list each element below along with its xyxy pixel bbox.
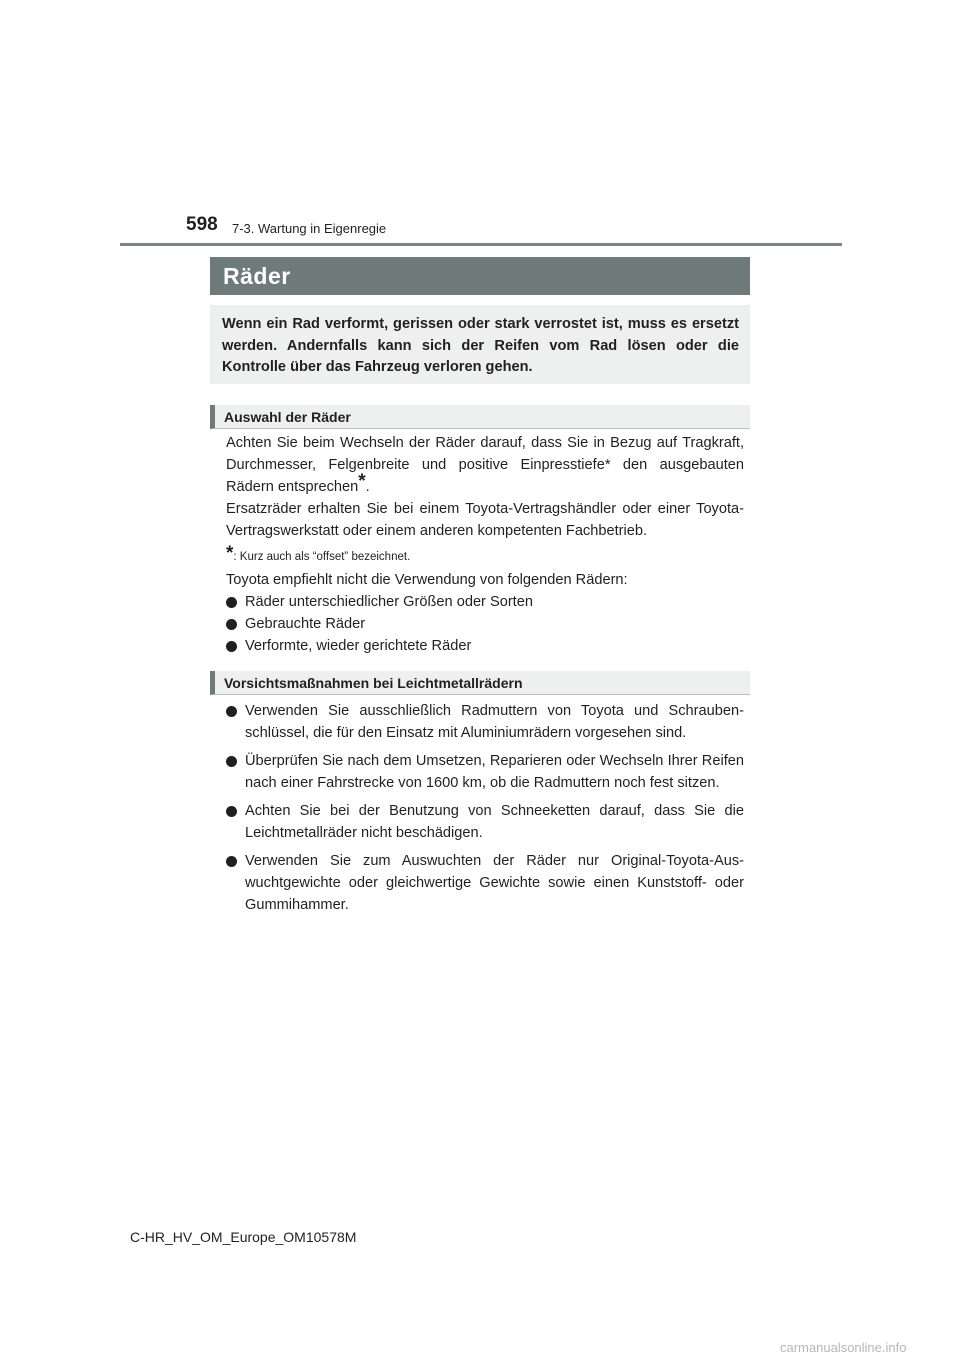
bullet-icon xyxy=(226,856,237,867)
bullet-icon xyxy=(226,641,237,652)
list-item-text: Verwenden Sie ausschließlich Radmuttern von Toyota und Schraubenschlüssel, die für den Einsatz mit Aluminiumrädern vorgesehen sind. xyxy=(245,703,744,741)
intro-box xyxy=(210,305,750,384)
selection-paragraph-end: . xyxy=(365,479,370,495)
list-item-text: Achten Sie bei der Benutzung von Schneeketten darauf, dass Sie die Leichtmetallräder nicht beschädigen. xyxy=(245,803,744,841)
footnote-star: * xyxy=(358,471,366,492)
intro-text: Wenn ein Rad verformt, gerissen oder stark verrostet ist, muss es ersetzt werden. Andernfalls kann sich der Reifen vom Rad lösen oder die Kontrolle über das Fahrzeug verloren gehen. xyxy=(222,316,739,375)
list-item xyxy=(226,700,744,744)
list-item-text: Räder unterschiedlicher Größen oder Sorten xyxy=(245,594,533,610)
alloy-precautions-body xyxy=(226,700,744,916)
selection-paragraph xyxy=(226,432,744,498)
wheel-selection-body xyxy=(226,432,744,657)
heading-wheel-selection-label: Auswahl der Räder xyxy=(224,408,351,425)
header-rule xyxy=(120,243,842,246)
watermark: carmanualsonline.info xyxy=(780,1340,907,1355)
footnote-mark: * xyxy=(226,543,234,564)
precautions-list xyxy=(226,700,744,916)
page-title-bar xyxy=(210,257,750,295)
bullet-icon xyxy=(226,597,237,608)
heading-alloy-precautions-label: Vorsichtsmaßnahmen bei Leichtmetallrädern xyxy=(224,674,523,691)
not-recommended-list xyxy=(226,591,744,657)
list-item xyxy=(226,850,744,916)
document-code: C-HR_HV_OM_Europe_OM10578M xyxy=(130,1229,357,1245)
bullet-icon xyxy=(226,806,237,817)
list-item-text: Verformte, wieder gerichtete Räder xyxy=(245,638,472,654)
list-item xyxy=(226,635,744,657)
footnote-text: : Kurz auch als “offset” bezeichnet. xyxy=(233,551,411,563)
bullet-icon xyxy=(226,619,237,630)
selection-paragraph-text: Achten Sie beim Wechseln der Räder darauf, dass Sie in Bezug auf Tragkraft, Durchmesser, Felgenbreite und positive Einpresstiefe* den ausgebauten Rädern entsprechen xyxy=(226,435,744,495)
list-item xyxy=(226,750,744,794)
heading-alloy-precautions xyxy=(210,671,750,695)
footnote xyxy=(226,543,744,566)
list-item xyxy=(226,613,744,635)
list-item-text: Gebrauchte Räder xyxy=(245,616,366,632)
list-item xyxy=(226,591,744,613)
bullet-icon xyxy=(226,756,237,767)
recommendation-text: Toyota empfiehlt nicht die Verwendung von folgenden Rädern: xyxy=(226,572,628,588)
list-item xyxy=(226,800,744,844)
page-number: 598 xyxy=(186,214,218,235)
spare-wheels-paragraph: Ersatzräder erhalten Sie bei einem Toyota-Vertragshändler oder einer Toyota-Vertragswerkstatt oder einem anderen kompetenten Fachbetrieb. xyxy=(226,501,744,539)
list-item-text: Verwenden Sie zum Auswuchten der Räder nur Original-Toyota-Auswuchtgewichte oder gleichwertige Gewichte sowie einen Kunststoff- oder Gummihammer. xyxy=(245,853,744,913)
bullet-icon xyxy=(226,706,237,717)
heading-wheel-selection xyxy=(210,405,750,429)
list-item-text: Überprüfen Sie nach dem Umsetzen, Reparieren oder Wechseln Ihrer Reifen nach einer Fahrstrecke von 1600 km, ob die Radmuttern noch fest sitzen. xyxy=(245,753,744,791)
section-label: 7-3. Wartung in Eigenregie xyxy=(232,221,387,236)
page-title: Räder xyxy=(223,262,291,289)
